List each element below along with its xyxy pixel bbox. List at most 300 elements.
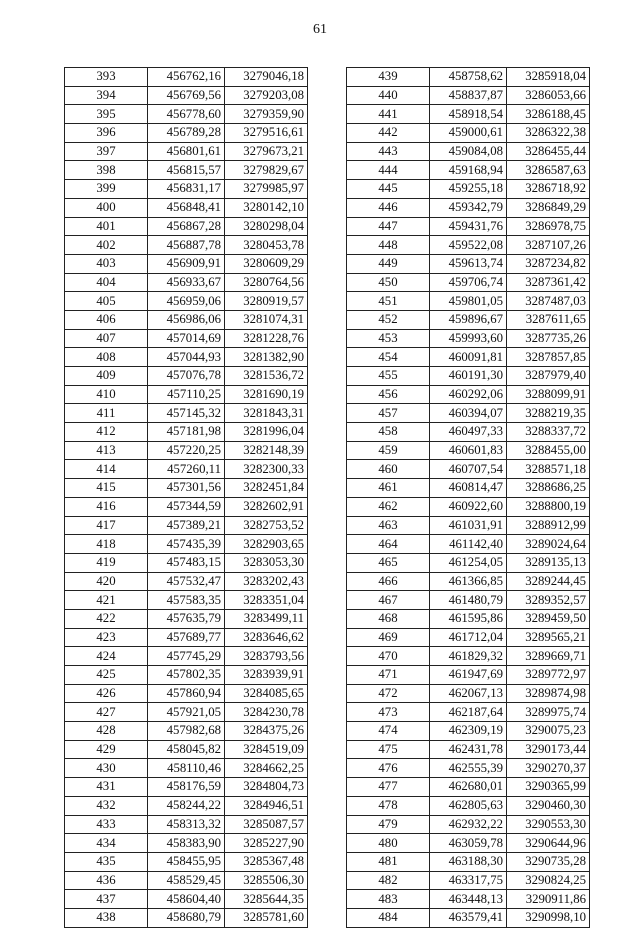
point-number-cell: 423: [65, 628, 148, 647]
table-row: [65, 516, 308, 535]
y-coordinate-cell: 3282602,91: [225, 497, 308, 516]
x-coordinate-cell: 462805,63: [430, 796, 507, 815]
point-number-cell: 440: [347, 86, 430, 105]
x-coordinate-cell: 463448,13: [430, 890, 507, 909]
x-coordinate-cell: 456769,56: [148, 86, 225, 105]
point-number-cell: 408: [65, 348, 148, 367]
point-number-cell: 409: [65, 367, 148, 386]
x-coordinate-cell: 456762,16: [148, 68, 225, 87]
table-row: [65, 460, 308, 479]
table-row: [65, 553, 308, 572]
point-number-cell: 479: [347, 815, 430, 834]
y-coordinate-cell: 3290644,96: [507, 834, 590, 853]
x-coordinate-cell: 457435,39: [148, 535, 225, 554]
point-number-cell: 465: [347, 553, 430, 572]
y-coordinate-cell: 3286849,29: [507, 198, 590, 217]
y-coordinate-cell: 3286587,63: [507, 161, 590, 180]
table-row: [347, 759, 590, 778]
x-coordinate-cell: 457220,25: [148, 441, 225, 460]
x-coordinate-cell: 457110,25: [148, 385, 225, 404]
table-row: [65, 68, 308, 87]
table-row: [65, 105, 308, 124]
point-number-cell: 484: [347, 908, 430, 927]
x-coordinate-cell: 458176,59: [148, 778, 225, 797]
point-number-cell: 470: [347, 647, 430, 666]
x-coordinate-cell: 460707,54: [430, 460, 507, 479]
point-number-cell: 451: [347, 292, 430, 311]
point-number-cell: 441: [347, 105, 430, 124]
table-row: [65, 329, 308, 348]
y-coordinate-cell: 3281228,76: [225, 329, 308, 348]
x-coordinate-cell: 463188,30: [430, 852, 507, 871]
table-row: [65, 796, 308, 815]
x-coordinate-cell: 460814,47: [430, 479, 507, 498]
x-coordinate-cell: 458837,87: [430, 86, 507, 105]
y-coordinate-cell: 3279829,67: [225, 161, 308, 180]
table-row: [347, 367, 590, 386]
point-number-cell: 394: [65, 86, 148, 105]
y-coordinate-cell: 3289244,45: [507, 572, 590, 591]
x-coordinate-cell: 462187,64: [430, 703, 507, 722]
table-row: [65, 572, 308, 591]
point-number-cell: 466: [347, 572, 430, 591]
table-row: [347, 647, 590, 666]
point-number-cell: 434: [65, 834, 148, 853]
y-coordinate-cell: 3279673,21: [225, 142, 308, 161]
point-number-cell: 405: [65, 292, 148, 311]
y-coordinate-cell: 3280453,78: [225, 236, 308, 255]
x-coordinate-cell: 463059,78: [430, 834, 507, 853]
table-row: [347, 535, 590, 554]
point-number-cell: 476: [347, 759, 430, 778]
table-row: [347, 441, 590, 460]
x-coordinate-cell: 457860,94: [148, 684, 225, 703]
table-row: [347, 142, 590, 161]
point-number-cell: 460: [347, 460, 430, 479]
y-coordinate-cell: 3283646,62: [225, 628, 308, 647]
table-row: [347, 68, 590, 87]
table-row: [347, 703, 590, 722]
x-coordinate-cell: 462431,78: [430, 740, 507, 759]
point-number-cell: 483: [347, 890, 430, 909]
x-coordinate-cell: 457301,56: [148, 479, 225, 498]
y-coordinate-cell: 3281074,31: [225, 310, 308, 329]
point-number-cell: 402: [65, 236, 148, 255]
point-number-cell: 456: [347, 385, 430, 404]
y-coordinate-cell: 3279046,18: [225, 68, 308, 87]
x-coordinate-cell: 461031,91: [430, 516, 507, 535]
table-row: [347, 236, 590, 255]
table-row: [347, 591, 590, 610]
point-number-cell: 418: [65, 535, 148, 554]
y-coordinate-cell: 3289459,50: [507, 609, 590, 628]
y-coordinate-cell: 3290075,23: [507, 722, 590, 741]
y-coordinate-cell: 3285367,48: [225, 852, 308, 871]
x-coordinate-cell: 459000,61: [430, 124, 507, 143]
y-coordinate-cell: 3290365,99: [507, 778, 590, 797]
point-number-cell: 447: [347, 217, 430, 236]
y-coordinate-cell: 3283499,11: [225, 609, 308, 628]
table-row: [65, 871, 308, 890]
y-coordinate-cell: 3280764,56: [225, 273, 308, 292]
table-row: [65, 124, 308, 143]
x-coordinate-cell: 457532,47: [148, 572, 225, 591]
y-coordinate-cell: 3282148,39: [225, 441, 308, 460]
x-coordinate-cell: 462555,39: [430, 759, 507, 778]
y-coordinate-cell: 3283939,91: [225, 666, 308, 685]
x-coordinate-cell: 456848,41: [148, 198, 225, 217]
y-coordinate-cell: 3284375,26: [225, 722, 308, 741]
x-coordinate-cell: 461595,86: [430, 609, 507, 628]
point-number-cell: 452: [347, 310, 430, 329]
x-coordinate-cell: 458045,82: [148, 740, 225, 759]
point-number-cell: 469: [347, 628, 430, 647]
point-number-cell: 396: [65, 124, 148, 143]
table-row: [347, 423, 590, 442]
x-coordinate-cell: 456986,06: [148, 310, 225, 329]
table-row: [65, 740, 308, 759]
table-row: [65, 778, 308, 797]
y-coordinate-cell: 3282300,33: [225, 460, 308, 479]
x-coordinate-cell: 456831,17: [148, 180, 225, 199]
table-row: [65, 86, 308, 105]
y-coordinate-cell: 3285918,04: [507, 68, 590, 87]
x-coordinate-cell: 456887,78: [148, 236, 225, 255]
y-coordinate-cell: 3284230,78: [225, 703, 308, 722]
y-coordinate-cell: 3286978,75: [507, 217, 590, 236]
table-row: [347, 198, 590, 217]
x-coordinate-cell: 457389,21: [148, 516, 225, 535]
y-coordinate-cell: 3279359,90: [225, 105, 308, 124]
x-coordinate-cell: 456909,91: [148, 254, 225, 273]
y-coordinate-cell: 3281690,19: [225, 385, 308, 404]
table-row: [347, 497, 590, 516]
x-coordinate-cell: 457145,32: [148, 404, 225, 423]
point-number-cell: 404: [65, 273, 148, 292]
y-coordinate-cell: 3284085,65: [225, 684, 308, 703]
y-coordinate-cell: 3289024,64: [507, 535, 590, 554]
table-row: [65, 834, 308, 853]
point-number-cell: 406: [65, 310, 148, 329]
y-coordinate-cell: 3290553,30: [507, 815, 590, 834]
table-row: [65, 647, 308, 666]
y-coordinate-cell: 3287107,26: [507, 236, 590, 255]
x-coordinate-cell: 458313,32: [148, 815, 225, 834]
table-row: [65, 236, 308, 255]
coordinates-table-right: [346, 67, 590, 928]
point-number-cell: 420: [65, 572, 148, 591]
point-number-cell: 444: [347, 161, 430, 180]
point-number-cell: 431: [65, 778, 148, 797]
x-coordinate-cell: 459342,79: [430, 198, 507, 217]
y-coordinate-cell: 3287487,03: [507, 292, 590, 311]
point-number-cell: 463: [347, 516, 430, 535]
y-coordinate-cell: 3288455,00: [507, 441, 590, 460]
table-row: [65, 348, 308, 367]
table-row: [65, 591, 308, 610]
coordinates-table-left: [64, 67, 308, 928]
x-coordinate-cell: 458604,40: [148, 890, 225, 909]
x-coordinate-cell: 458110,46: [148, 759, 225, 778]
table-row: [347, 254, 590, 273]
y-coordinate-cell: 3283793,56: [225, 647, 308, 666]
x-coordinate-cell: 459255,18: [430, 180, 507, 199]
table-row: [347, 684, 590, 703]
table-row: [65, 666, 308, 685]
table-row: [65, 404, 308, 423]
y-coordinate-cell: 3280142,10: [225, 198, 308, 217]
table-row: [65, 254, 308, 273]
point-number-cell: 455: [347, 367, 430, 386]
y-coordinate-cell: 3281536,72: [225, 367, 308, 386]
y-coordinate-cell: 3285644,35: [225, 890, 308, 909]
table-row: [347, 572, 590, 591]
table-row: [65, 385, 308, 404]
x-coordinate-cell: 457181,98: [148, 423, 225, 442]
table-row: [347, 908, 590, 927]
x-coordinate-cell: 456933,67: [148, 273, 225, 292]
y-coordinate-cell: 3288219,35: [507, 404, 590, 423]
y-coordinate-cell: 3279985,97: [225, 180, 308, 199]
x-coordinate-cell: 461480,79: [430, 591, 507, 610]
x-coordinate-cell: 460601,83: [430, 441, 507, 460]
x-coordinate-cell: 459084,08: [430, 142, 507, 161]
x-coordinate-cell: 456789,28: [148, 124, 225, 143]
point-number-cell: 446: [347, 198, 430, 217]
point-number-cell: 480: [347, 834, 430, 853]
y-coordinate-cell: 3288686,25: [507, 479, 590, 498]
y-coordinate-cell: 3284804,73: [225, 778, 308, 797]
table-row: [65, 273, 308, 292]
table-row: [65, 890, 308, 909]
table-row: [347, 479, 590, 498]
x-coordinate-cell: 460091,81: [430, 348, 507, 367]
y-coordinate-cell: 3288099,91: [507, 385, 590, 404]
point-number-cell: 471: [347, 666, 430, 685]
y-coordinate-cell: 3285087,57: [225, 815, 308, 834]
table-row: [347, 740, 590, 759]
table-row: [65, 292, 308, 311]
table-row: [347, 217, 590, 236]
y-coordinate-cell: 3280609,29: [225, 254, 308, 273]
point-number-cell: 482: [347, 871, 430, 890]
y-coordinate-cell: 3290911,86: [507, 890, 590, 909]
x-coordinate-cell: 456778,60: [148, 105, 225, 124]
y-coordinate-cell: 3285781,60: [225, 908, 308, 927]
y-coordinate-cell: 3285506,30: [225, 871, 308, 890]
point-number-cell: 448: [347, 236, 430, 255]
x-coordinate-cell: 457344,59: [148, 497, 225, 516]
y-coordinate-cell: 3290460,30: [507, 796, 590, 815]
x-coordinate-cell: 460922,60: [430, 497, 507, 516]
x-coordinate-cell: 461947,69: [430, 666, 507, 685]
point-number-cell: 414: [65, 460, 148, 479]
x-coordinate-cell: 461254,05: [430, 553, 507, 572]
x-coordinate-cell: 458244,22: [148, 796, 225, 815]
x-coordinate-cell: 460292,06: [430, 385, 507, 404]
x-coordinate-cell: 461366,85: [430, 572, 507, 591]
point-number-cell: 474: [347, 722, 430, 741]
point-number-cell: 449: [347, 254, 430, 273]
y-coordinate-cell: 3286053,66: [507, 86, 590, 105]
x-coordinate-cell: 462932,22: [430, 815, 507, 834]
x-coordinate-cell: 461829,32: [430, 647, 507, 666]
table-row: [347, 796, 590, 815]
x-coordinate-cell: 457635,79: [148, 609, 225, 628]
y-coordinate-cell: 3283053,30: [225, 553, 308, 572]
point-number-cell: 443: [347, 142, 430, 161]
y-coordinate-cell: 3284946,51: [225, 796, 308, 815]
point-number-cell: 410: [65, 385, 148, 404]
point-number-cell: 395: [65, 105, 148, 124]
y-coordinate-cell: 3284662,25: [225, 759, 308, 778]
table-row: [65, 759, 308, 778]
x-coordinate-cell: 456867,28: [148, 217, 225, 236]
y-coordinate-cell: 3286188,45: [507, 105, 590, 124]
y-coordinate-cell: 3282903,65: [225, 535, 308, 554]
table-row: [347, 815, 590, 834]
table-row: [347, 516, 590, 535]
table-row: [65, 217, 308, 236]
x-coordinate-cell: 458680,79: [148, 908, 225, 927]
x-coordinate-cell: 457982,68: [148, 722, 225, 741]
x-coordinate-cell: 457260,11: [148, 460, 225, 479]
x-coordinate-cell: 457583,35: [148, 591, 225, 610]
table-row: [65, 535, 308, 554]
x-coordinate-cell: 457921,05: [148, 703, 225, 722]
table-row: [65, 497, 308, 516]
table-row: [347, 348, 590, 367]
y-coordinate-cell: 3283351,04: [225, 591, 308, 610]
y-coordinate-cell: 3290173,44: [507, 740, 590, 759]
point-number-cell: 453: [347, 329, 430, 348]
x-coordinate-cell: 457014,69: [148, 329, 225, 348]
table-row: [65, 852, 308, 871]
point-number-cell: 427: [65, 703, 148, 722]
y-coordinate-cell: 3281996,04: [225, 423, 308, 442]
y-coordinate-cell: 3286718,92: [507, 180, 590, 199]
point-number-cell: 473: [347, 703, 430, 722]
table-row: [347, 628, 590, 647]
table-row: [65, 722, 308, 741]
y-coordinate-cell: 3289565,21: [507, 628, 590, 647]
x-coordinate-cell: 459801,05: [430, 292, 507, 311]
table-row: [65, 161, 308, 180]
x-coordinate-cell: 462680,01: [430, 778, 507, 797]
point-number-cell: 472: [347, 684, 430, 703]
y-coordinate-cell: 3290270,37: [507, 759, 590, 778]
x-coordinate-cell: 458529,45: [148, 871, 225, 890]
x-coordinate-cell: 458383,90: [148, 834, 225, 853]
table-row: [65, 628, 308, 647]
point-number-cell: 454: [347, 348, 430, 367]
table-row: [65, 310, 308, 329]
point-number-cell: 428: [65, 722, 148, 741]
y-coordinate-cell: 3286455,44: [507, 142, 590, 161]
point-number-cell: 419: [65, 553, 148, 572]
x-coordinate-cell: 458455,95: [148, 852, 225, 871]
y-coordinate-cell: 3289669,71: [507, 647, 590, 666]
point-number-cell: 401: [65, 217, 148, 236]
table-row: [65, 908, 308, 927]
x-coordinate-cell: 463579,41: [430, 908, 507, 927]
x-coordinate-cell: 460497,33: [430, 423, 507, 442]
y-coordinate-cell: 3280298,04: [225, 217, 308, 236]
point-number-cell: 450: [347, 273, 430, 292]
x-coordinate-cell: 463317,75: [430, 871, 507, 890]
point-number-cell: 422: [65, 609, 148, 628]
y-coordinate-cell: 3285227,90: [225, 834, 308, 853]
point-number-cell: 459: [347, 441, 430, 460]
table-row: [347, 834, 590, 853]
point-number-cell: 475: [347, 740, 430, 759]
point-number-cell: 429: [65, 740, 148, 759]
point-number-cell: 457: [347, 404, 430, 423]
y-coordinate-cell: 3289772,97: [507, 666, 590, 685]
table-row: [347, 161, 590, 180]
table-row: [65, 609, 308, 628]
table-row: [347, 273, 590, 292]
point-number-cell: 462: [347, 497, 430, 516]
y-coordinate-cell: 3290735,28: [507, 852, 590, 871]
y-coordinate-cell: 3282451,84: [225, 479, 308, 498]
x-coordinate-cell: 457076,78: [148, 367, 225, 386]
y-coordinate-cell: 3288337,72: [507, 423, 590, 442]
table-row: [347, 310, 590, 329]
point-number-cell: 433: [65, 815, 148, 834]
table-row: [347, 553, 590, 572]
table-row: [347, 404, 590, 423]
table-row: [347, 385, 590, 404]
y-coordinate-cell: 3289874,98: [507, 684, 590, 703]
page-number: 61: [313, 22, 327, 37]
y-coordinate-cell: 3287361,42: [507, 273, 590, 292]
table-row: [65, 423, 308, 442]
x-coordinate-cell: 458918,54: [430, 105, 507, 124]
y-coordinate-cell: 3284519,09: [225, 740, 308, 759]
x-coordinate-cell: 459613,74: [430, 254, 507, 273]
y-coordinate-cell: 3287857,85: [507, 348, 590, 367]
y-coordinate-cell: 3287979,40: [507, 367, 590, 386]
y-coordinate-cell: 3279516,61: [225, 124, 308, 143]
y-coordinate-cell: 3282753,52: [225, 516, 308, 535]
x-coordinate-cell: 457044,93: [148, 348, 225, 367]
point-number-cell: 458: [347, 423, 430, 442]
point-number-cell: 398: [65, 161, 148, 180]
table-row: [65, 684, 308, 703]
point-number-cell: 426: [65, 684, 148, 703]
point-number-cell: 478: [347, 796, 430, 815]
point-number-cell: 468: [347, 609, 430, 628]
point-number-cell: 467: [347, 591, 430, 610]
x-coordinate-cell: 459431,76: [430, 217, 507, 236]
point-number-cell: 412: [65, 423, 148, 442]
table-row: [65, 703, 308, 722]
x-coordinate-cell: 459706,74: [430, 273, 507, 292]
x-coordinate-cell: 459168,94: [430, 161, 507, 180]
table-row: [347, 124, 590, 143]
y-coordinate-cell: 3279203,08: [225, 86, 308, 105]
x-coordinate-cell: 457689,77: [148, 628, 225, 647]
point-number-cell: 437: [65, 890, 148, 909]
point-number-cell: 416: [65, 497, 148, 516]
x-coordinate-cell: 459993,60: [430, 329, 507, 348]
x-coordinate-cell: 457802,35: [148, 666, 225, 685]
point-number-cell: 436: [65, 871, 148, 890]
point-number-cell: 435: [65, 852, 148, 871]
point-number-cell: 424: [65, 647, 148, 666]
point-number-cell: 442: [347, 124, 430, 143]
